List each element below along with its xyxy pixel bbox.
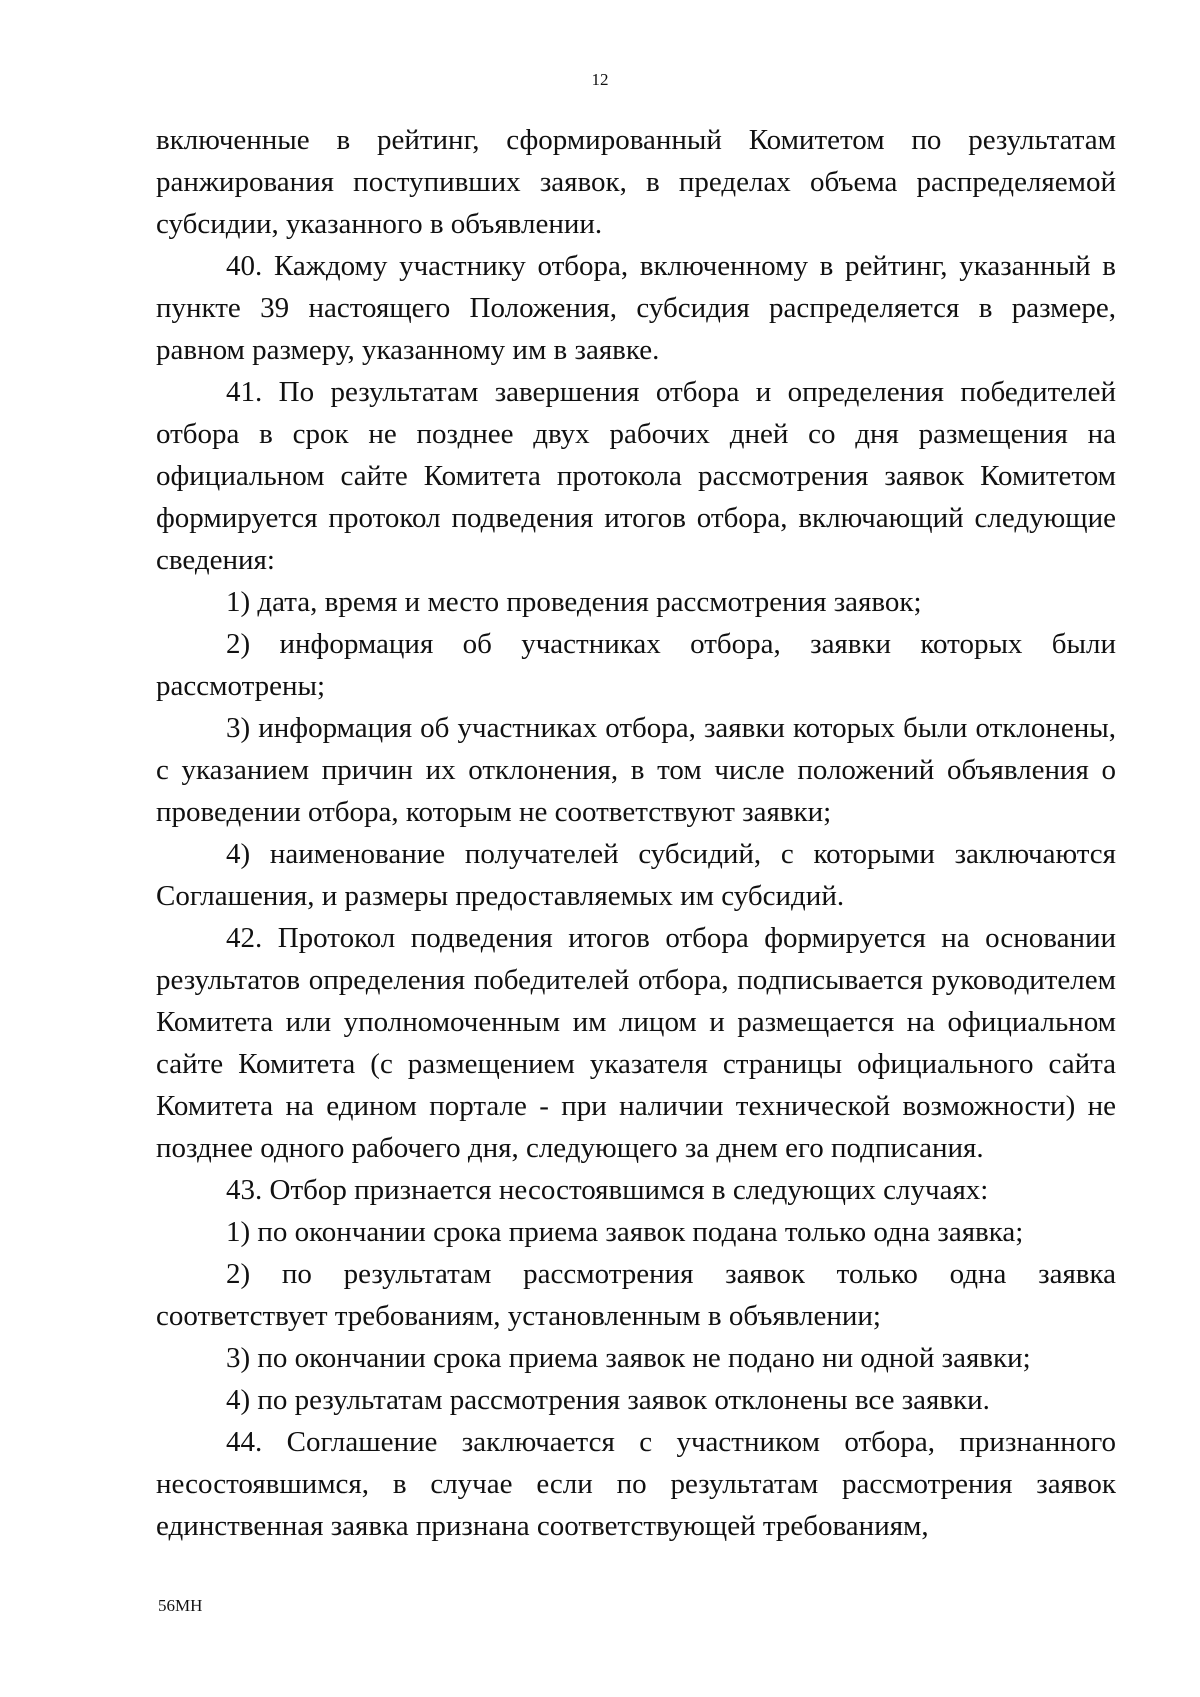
- paragraph: 2) по результатам рассмотрения заявок только одна заявка соответствует требованиям, установленным в объявлении;: [156, 1258, 1116, 1332]
- paragraph: включенные в рейтинг, сформированный Комитетом по результатам ранжирования поступивших заявок, в пределах объема распределяемой субсидии, указанного в объявлении.: [156, 124, 1116, 240]
- paragraph: 3) по окончании срока приема заявок не подано ни одной заявки;: [226, 1342, 1031, 1374]
- page-number: 12: [591, 70, 609, 89]
- paragraph: 43. Отбор признается несостоявшимся в следующих случаях:: [226, 1174, 989, 1206]
- paragraph: 4) по результатам рассмотрения заявок отклонены все заявки.: [226, 1384, 990, 1416]
- paragraph: 44. Соглашение заключается с участником отбора, признанного несостоявшимся, в случае если по результатам рассмотрения заявок единственная заявка признана соответствующей требованиям,: [156, 1426, 1116, 1542]
- paragraph: 2) информация об участниках отбора, заявки которых были рассмотрены;: [156, 628, 1116, 702]
- paragraph: 3) информация об участниках отбора, заявки которых были отклонены, с указанием причин их отклонения, в том числе положений объявления о проведении отбора, которым не соответствуют заявки;: [156, 712, 1116, 828]
- paragraph: 1) дата, время и место проведения рассмотрения заявок;: [226, 586, 922, 618]
- document-body: [156, 119, 1116, 1547]
- paragraph: 40. Каждому участнику отбора, включенному в рейтинг, указанный в пункте 39 настоящего Положения, субсидия распределяется в размере, равном размеру, указанному им в заявке.: [156, 250, 1116, 366]
- paragraph: 4) наименование получателей субсидий, с которыми заключаются Соглашения, и размеры предоставляемых им субсидий.: [156, 838, 1116, 912]
- paragraph: 1) по окончании срока приема заявок подана только одна заявка;: [226, 1216, 1024, 1248]
- footer-code: 56МН: [158, 1596, 203, 1615]
- paragraph: 42. Протокол подведения итогов отбора формируется на основании результатов определения победителей отбора, подписывается руководителем Комитета или уполномоченным им лицом и размещается на официальном сайте Комитета (с размещением указателя страницы официального сайта Комитета на едином портале - при наличии технической возможности) не позднее одного рабочего дня, следующего за днем его подписания.: [156, 922, 1116, 1164]
- paragraph: 41. По результатам завершения отбора и определения победителей отбора в срок не позднее двух рабочих дней со дня размещения на официальном сайте Комитета протокола рассмотрения заявок Комитетом формируется протокол подведения итогов отбора, включающий следующие сведения:: [156, 376, 1116, 576]
